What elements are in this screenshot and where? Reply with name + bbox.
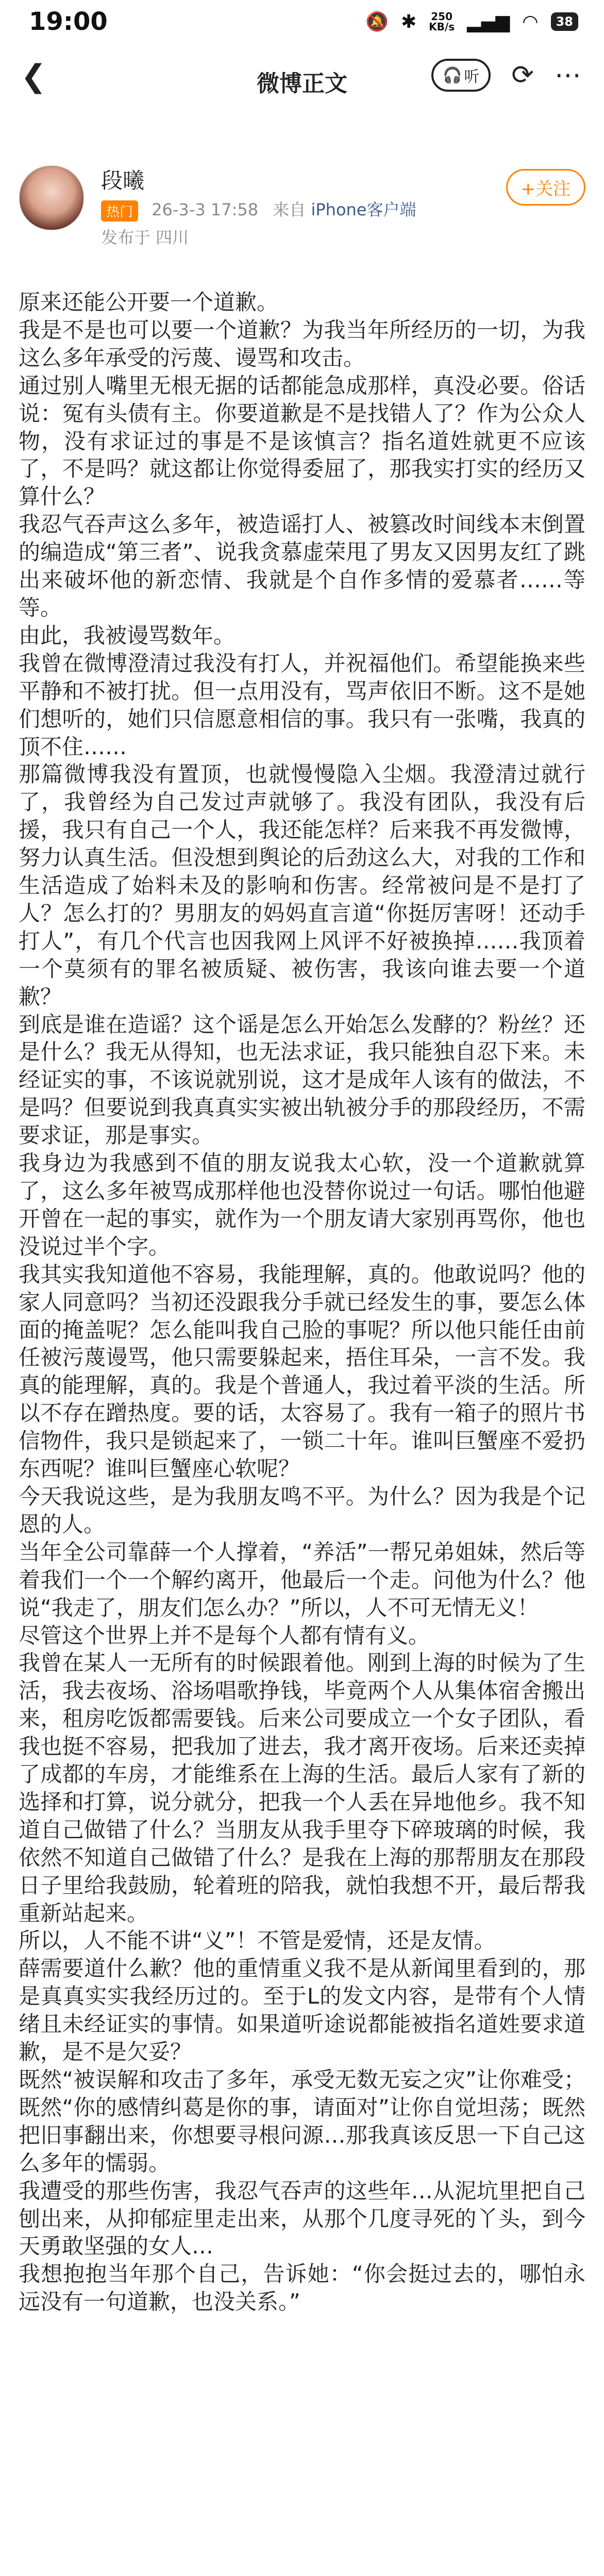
paragraph: 通过别人嘴里无根无据的话都能急成那样，真没必要。俗话说：冤有头债有主。你要道歉是不是找错人了？作为公众人物，没有求证过的事是不是该慎言？指名道姓就更不应该了，不是吗？就这都让你觉得委屈了，那我实打实的经历又算什么？	[19, 372, 585, 510]
net-speed-value: 250	[431, 10, 452, 23]
paragraph: 当年全公司靠薛一个人撑着，“养活”一帮兄弟姐妹，然后等着我们一个一个解约离开，他最后一个走。问他为什么？他说“我走了，朋友们怎么办？”所以，人不可无情无义！	[19, 1539, 585, 1620]
signal-icon: ▂▄▆	[467, 11, 510, 32]
paragraph: 所以，人不能不讲“义”！不管是爱情，还是友情。	[19, 1928, 496, 1954]
source-prefix: 来自	[273, 200, 306, 219]
paragraph: 今天我说这些，是为我朋友鸣不平。为什么？因为我是个记恩的人。	[19, 1483, 585, 1537]
status-icons	[365, 11, 578, 32]
paragraph: 我忍气吞声这么多年，被造谣打人、被篡改时间线本末倒置的编造成“第三者”、说我贪慕虚荣甩了男友又因男友红了跳出来破坏他的新恋情、我就是个自作多情的爱慕者……等等。	[19, 512, 585, 620]
paragraph: 既然“被误解和攻击了多年，承受无数无妄之灾”让你难受；既然“你的感情纠葛是你的事，请面对”让你自觉坦荡；既然把旧事翻出来，你想要寻根问源…那我真该反思一下自己这么多年的懦弱。	[19, 2067, 585, 2176]
paragraph: 我其实我知道他不容易，我能理解，真的。他敢说吗？他的家人同意吗？当初还没跟我分手就已经发生的事，要怎么体面的掩盖呢？怎么能叫我自己脸的事呢？所以他只能任由前任被污蔑谩骂，他只需要躲起来，捂住耳朵，一言不发。我真的能理解，真的。我是个普通人，我过着平淡的生活。所以不存在蹭热度。要的话，太容易了。我有一箱子的照片书信物件，我只是锁起来了，一锁二十年。谁叫巨蟹座不爱扔东西呢？谁叫巨蟹座心软呢？	[19, 1261, 585, 1482]
battery-icon: 38	[551, 12, 578, 31]
author-header	[19, 155, 585, 258]
post-content	[19, 289, 585, 2316]
page-title: 微博正文	[257, 71, 347, 97]
post-source[interactable]: iPhone客户端	[311, 200, 416, 219]
follow-button[interactable]: +关注	[506, 169, 586, 206]
post-location: 发布于 四川	[101, 228, 189, 247]
listen-button[interactable]	[431, 59, 491, 92]
paragraph: 我遭受的那些伤害，我忍气吞声的这些年…从泥坑里把自己刨出来，从抑郁症里走出来，从那个几度寻死的丫头，到今天勇敢坚强的女人…	[19, 2178, 585, 2259]
avatar[interactable]	[19, 165, 85, 231]
post-meta	[101, 197, 416, 222]
nav-actions	[431, 59, 581, 92]
net-speed-unit: KB/s	[429, 21, 455, 33]
bluetooth-icon: ✱	[400, 11, 417, 32]
back-arrow-icon[interactable]: ❮	[21, 58, 47, 94]
hot-badge: 热门	[101, 200, 138, 222]
more-icon[interactable]: ⋯	[555, 60, 581, 91]
headphones-icon: 🎧	[443, 66, 462, 84]
paragraph: 由此，我被谩骂数年。	[19, 622, 236, 648]
status-bar	[0, 0, 604, 43]
paragraph: 原来还能公开要一个道歉。	[19, 290, 279, 315]
paragraph: 我想抱抱当年那个自己，告诉她：“你会挺过去的，哪怕永远没有一句道歉，也没关系。”	[19, 2261, 585, 2315]
author-name[interactable]: 段曦	[101, 168, 145, 193]
wifi-icon: ◠	[522, 11, 539, 32]
paragraph: 我是不是也可以要一个道歉？为我当年所经历的一切，为我这么多年承受的污蔑、谩骂和攻击。	[19, 317, 585, 370]
paragraph: 尽管这个世界上并不是每个人都有情有义。	[19, 1622, 430, 1648]
paragraph: 我曾在某人一无所有的时候跟着他。刚到上海的时候为了生活，我去夜场、浴场唱歌挣钱，毕竟两个人从集体宿舍搬出来，租房吃饭都需要钱。后来公司要成立一个女子团队，看我也挺不容易，把我加了进去，我才离开夜场。后来还卖掉了成都的车房，才能维系在上海的生活。最后人家有了新的选择和打算，说分就分，把我一个人丢在异地他乡。我不知道自己做错了什么？当朋友从我手里夺下碎玻璃的时候，我依然不知道自己做错了什么？是我在上海的那帮朋友在那段日子里给我鼓励，轮着班的陪我，就怕我想不开，最后帮我重新站起来。	[19, 1650, 585, 1926]
paragraph: 薛需要道什么歉？他的重情重义我不是从新闻里看到的，那是真真实实我经历过的。至于L的发文内容，是带有个人情绪且未经证实的事情。如果道听途说都能被指名道姓要求道歉，是不是欠妥？	[19, 1956, 585, 2065]
paragraph: 那篇微博我没有置顶，也就慢慢隐入尘烟。我澄清过就行了，我曾经为自己发过声就够了。我没有团队，我没有后援，我只有自己一个人，我还能怎样？后来我不再发微博，努力认真生活。但没想到舆论的后劲这么大，对我的工作和生活造成了始料未及的影响和伤害。经常被问是不是打了人？怎么打的？男朋友的妈妈直言道“你挺厉害呀！还动手打人”，有几个代言也因我网上风评不好被换掉……我顶着一个莫须有的罪名被质疑、被伤害，我该向谁去要一个道歉？	[19, 761, 585, 1009]
nav-bar	[0, 49, 604, 107]
paragraph: 我曾在微博澄清过我没有打人，并祝福他们。希望能换来些平静和不被打扰。但一点用没有，骂声依旧不断。这不是她们想听的，她们只信愿意相信的事。我只有一张嘴，我真的顶不住……	[19, 650, 585, 759]
status-time: 19:00	[29, 7, 108, 36]
listen-label: 听	[464, 68, 480, 86]
mute-icon: 🔕	[365, 11, 389, 32]
refresh-icon[interactable]: ⟳	[511, 60, 534, 91]
paragraph: 到底是谁在造谣？这个谣是怎么开始怎么发酵的？粉丝？还是什么？我无从得知，也无法求证，我只能独自忍下来。未经证实的事，不该说就别说，这才是成年人该有的做法，不是吗？但要说到我真真实实被出轨被分手的那段经历，不需要求证，那是事实。	[19, 1011, 585, 1148]
post-time: 26-3-3 17:58	[152, 200, 259, 219]
net-speed	[429, 11, 455, 32]
paragraph: 我身边为我感到不值的朋友说我太心软，没一个道歉就算了，这么多年被骂成那样他也没替你说过一句话。哪怕他避开曾在一起的事实，就作为一个朋友请大家别再骂你，他也没说过半个字。	[19, 1150, 585, 1259]
